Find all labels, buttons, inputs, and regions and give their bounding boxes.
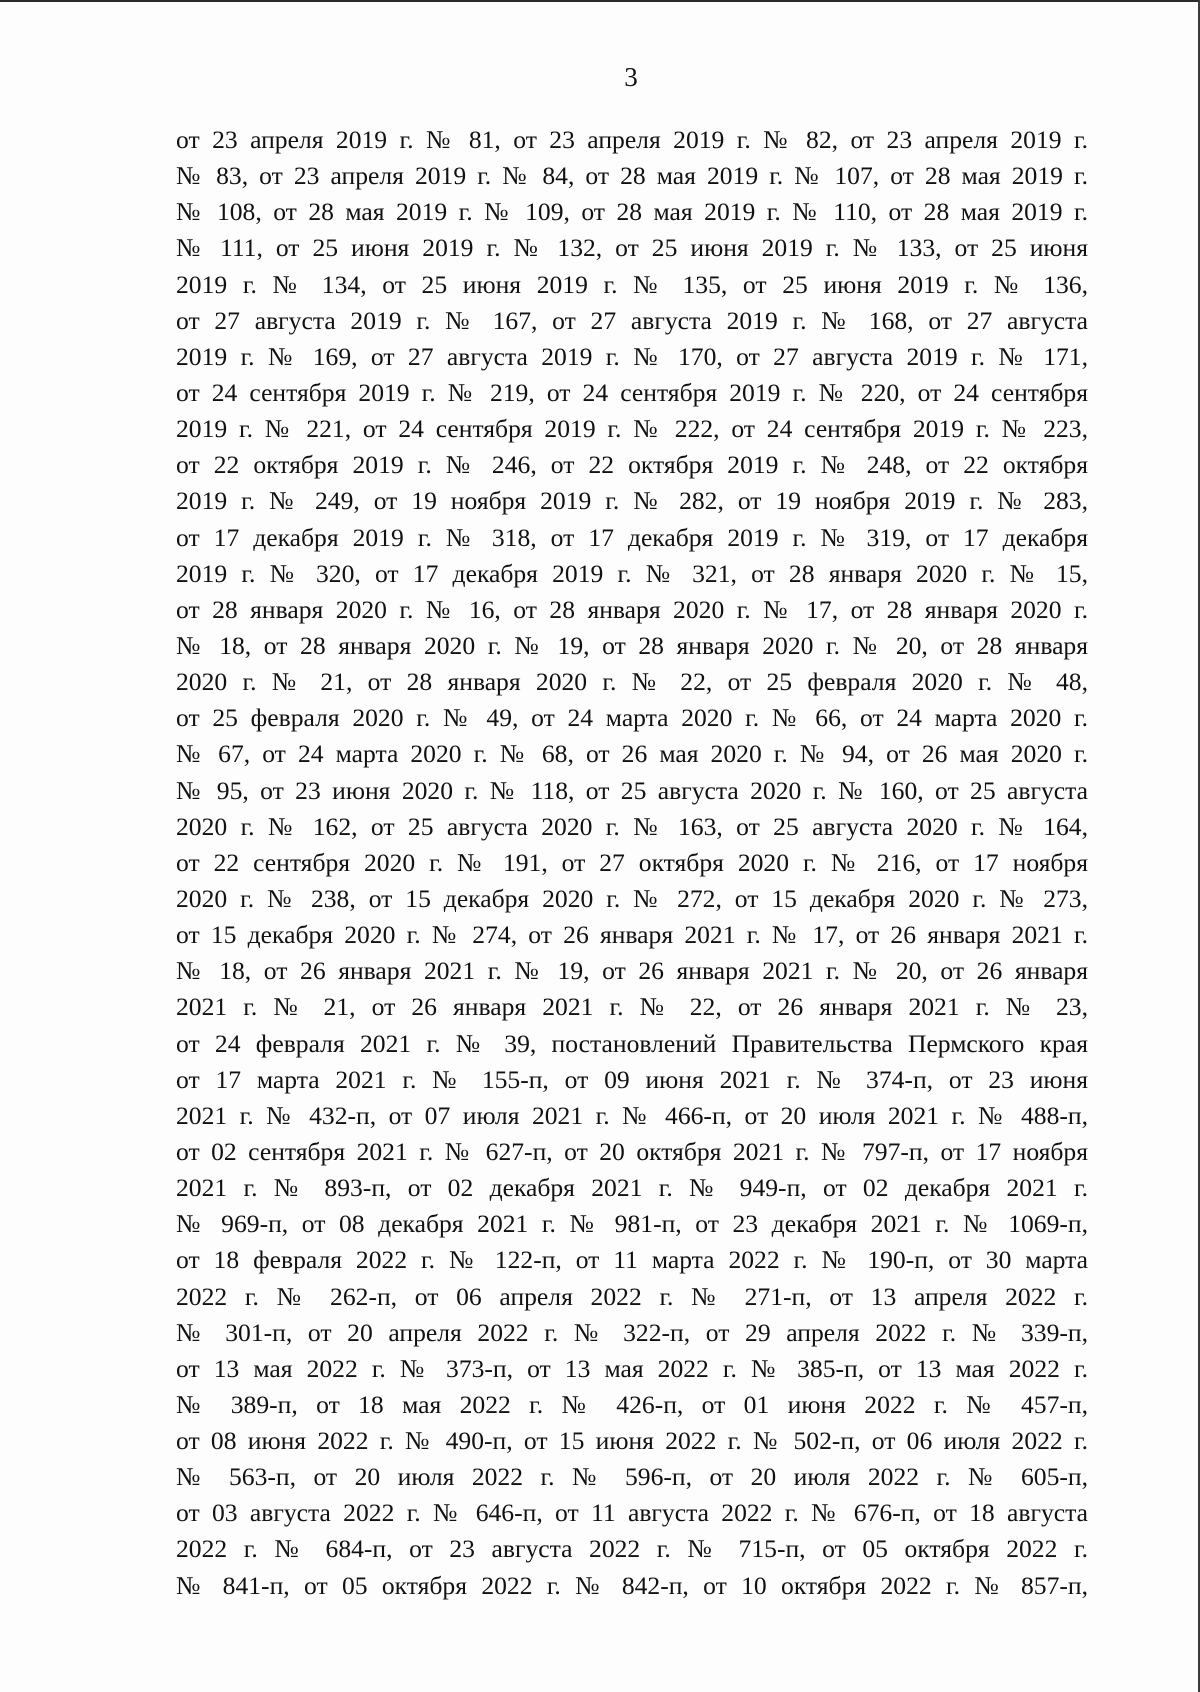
text-line: № 563-п, от 20 июля 2022 г. № 596-п, от 20 июля 2022 г. № 605-п, <box>176 1462 1088 1492</box>
text-line: от 17 декабря 2019 г. № 318, от 17 декабря 2019 г. № 319, от 17 декабря <box>176 522 1088 552</box>
text-line: от 24 февраля 2021 г. № 39, постановлений Правительства Пермского края <box>176 1028 1088 1058</box>
text-line: № 67, от 24 марта 2020 г. № 68, от 26 мая 2020 г. № 94, от 26 мая 2020 г. <box>176 739 1088 769</box>
text-line: 2021 г. № 21, от 26 января 2021 г. № 22, от 26 января 2021 г. № 23, <box>176 992 1088 1022</box>
text-line: № 969-п, от 08 декабря 2021 г. № 981-п, от 23 декабря 2021 г. № 1069-п, <box>176 1209 1088 1239</box>
page-number: 3 <box>624 62 638 92</box>
text-line: от 27 августа 2019 г. № 167, от 27 августа 2019 г. № 168, от 27 августа <box>176 305 1088 335</box>
text-line: от 28 января 2020 г. № 16, от 28 января 2020 г. № 17, от 28 января 2020 г. <box>176 594 1088 624</box>
text-line: № 95, от 23 июня 2020 г. № 118, от 25 августа 2020 г. № 160, от 25 августа <box>176 775 1088 805</box>
text-line: от 22 октября 2019 г. № 246, от 22 октября 2019 г. № 248, от 22 октября <box>176 450 1088 480</box>
text-line: от 17 марта 2021 г. № 155-п, от 09 июня 2021 г. № 374-п, от 23 июня <box>176 1064 1088 1094</box>
text-line: № 83, от 23 апреля 2019 г. № 84, от 28 мая 2019 г. № 107, от 28 мая 2019 г. <box>176 161 1088 191</box>
text-line: от 02 сентября 2021 г. № 627-п, от 20 октября 2021 г. № 797-п, от 17 ноября <box>176 1136 1088 1166</box>
text-line: от 13 мая 2022 г. № 373-п, от 13 мая 2022 г. № 385-п, от 13 мая 2022 г. <box>176 1353 1088 1383</box>
text-line: 2019 г. № 134, от 25 июня 2019 г. № 135, от 25 июня 2019 г. № 136, <box>176 269 1088 299</box>
text-line: от 08 июня 2022 г. № 490-п, от 15 июня 2022 г. № 502-п, от 06 июля 2022 г. <box>176 1426 1088 1456</box>
text-line: 2020 г. № 162, от 25 августа 2020 г. № 163, от 25 августа 2020 г. № 164, <box>176 811 1088 841</box>
text-line: № 841-п, от 05 октября 2022 г. № 842-п, от 10 октября 2022 г. № 857-п, <box>176 1570 1088 1600</box>
text-line: 2019 г. № 320, от 17 декабря 2019 г. № 321, от 28 января 2020 г. № 15, <box>176 558 1088 588</box>
text-line: 2022 г. № 684-п, от 23 августа 2022 г. № 715-п, от 05 октября 2022 г. <box>176 1534 1088 1564</box>
text-line: от 22 сентября 2020 г. № 191, от 27 октября 2020 г. № 216, от 17 ноября <box>176 847 1088 877</box>
text-line: от 24 сентября 2019 г. № 219, от 24 сентября 2019 г. № 220, от 24 сентября <box>176 377 1088 407</box>
text-line: № 389-п, от 18 мая 2022 г. № 426-п, от 01 июня 2022 г. № 457-п, <box>176 1389 1088 1419</box>
text-line: 2021 г. № 432-п, от 07 июля 2021 г. № 466-п, от 20 июля 2021 г. № 488-п, <box>176 1100 1088 1130</box>
text-line: № 301-п, от 20 апреля 2022 г. № 322-п, от 29 апреля 2022 г. № 339-п, <box>176 1317 1088 1347</box>
text-line: 2019 г. № 169, от 27 августа 2019 г. № 170, от 27 августа 2019 г. № 171, <box>176 341 1088 371</box>
text-line: 2019 г. № 249, от 19 ноября 2019 г. № 282, от 19 ноября 2019 г. № 283, <box>176 486 1088 516</box>
text-line: 2019 г. № 221, от 24 сентября 2019 г. № 222, от 24 сентября 2019 г. № 223, <box>176 414 1088 444</box>
text-line: 2020 г. № 238, от 15 декабря 2020 г. № 272, от 15 декабря 2020 г. № 273, <box>176 883 1088 913</box>
text-line: № 18, от 26 января 2021 г. № 19, от 26 января 2021 г. № 20, от 26 января <box>176 956 1088 986</box>
scan-edge-top <box>0 0 1200 2</box>
text-line: от 03 августа 2022 г. № 646-п, от 11 августа 2022 г. № 676-п, от 18 августа <box>176 1498 1088 1528</box>
text-line: № 111, от 25 июня 2019 г. № 132, от 25 июня 2019 г. № 133, от 25 июня <box>176 233 1088 263</box>
text-line: от 23 апреля 2019 г. № 81, от 23 апреля 2019 г. № 82, от 23 апреля 2019 г. <box>176 125 1088 154</box>
text-line: от 15 декабря 2020 г. № 274, от 26 января 2021 г. № 17, от 26 января 2021 г. <box>176 920 1088 950</box>
text-line: № 18, от 28 января 2020 г. № 19, от 28 января 2020 г. № 20, от 28 января <box>176 630 1088 660</box>
body-paragraph <box>176 122 1088 1604</box>
text-line: от 18 февраля 2022 г. № 122-п, от 11 марта 2022 г. № 190-п, от 30 марта <box>176 1245 1088 1275</box>
text-line: 2020 г. № 21, от 28 января 2020 г. № 22, от 25 февраля 2020 г. № 48, <box>176 667 1088 697</box>
text-line: № 108, от 28 мая 2019 г. № 109, от 28 мая 2019 г. № 110, от 28 мая 2019 г. <box>176 197 1088 227</box>
text-line: 2021 г. № 893-п, от 02 декабря 2021 г. № 949-п, от 02 декабря 2021 г. <box>176 1173 1088 1203</box>
text-line: от 25 февраля 2020 г. № 49, от 24 марта 2020 г. № 66, от 24 марта 2020 г. <box>176 703 1088 733</box>
text-line: 2022 г. № 262-п, от 06 апреля 2022 г. № 271-п, от 13 апреля 2022 г. <box>176 1281 1088 1311</box>
